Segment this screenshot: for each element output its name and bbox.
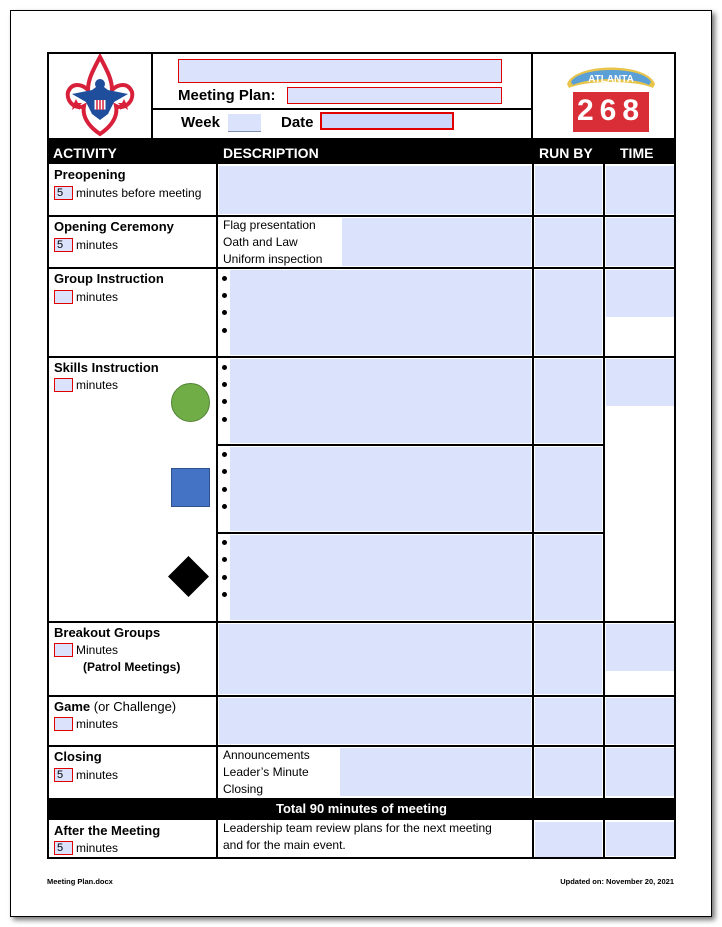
minutes-field[interactable] <box>54 717 73 731</box>
description-line: Uniform inspection <box>223 252 323 266</box>
minutes-field[interactable]: 5 <box>54 768 73 782</box>
minutes-field[interactable]: 5 <box>54 186 73 200</box>
bullet-icon <box>222 365 227 370</box>
minutes-label: minutes <box>76 717 119 731</box>
plan-title-field[interactable] <box>178 59 502 83</box>
troop-number: 268 <box>576 94 646 127</box>
bullet-icon <box>222 592 227 597</box>
minutes-field[interactable]: 5 <box>54 841 73 855</box>
bullet-icon <box>222 575 227 580</box>
skills-group-2-description-field[interactable] <box>230 447 531 531</box>
minutes-field[interactable] <box>54 378 73 392</box>
bullet-icon <box>222 452 227 457</box>
footer-updated: Updated on: November 20, 2021 <box>560 877 674 886</box>
bullet-icon <box>222 469 227 474</box>
description-field[interactable] <box>219 624 531 694</box>
skills-group-3-description-field[interactable] <box>230 535 531 620</box>
description-field[interactable] <box>230 270 531 355</box>
bullet-icon <box>222 399 227 404</box>
time-field[interactable] <box>606 270 674 317</box>
bullet-icon <box>222 328 227 333</box>
activity-title: Opening Ceremony <box>54 219 174 234</box>
bullet-icon <box>222 504 227 509</box>
run-by-field[interactable] <box>535 624 602 694</box>
activity-title: Closing <box>54 749 102 764</box>
meeting-plan-field[interactable] <box>287 87 502 104</box>
description-line: Closing <box>223 782 264 796</box>
run-by-field[interactable] <box>535 270 602 355</box>
bullet-icon <box>222 557 227 562</box>
col-description: DESCRIPTION <box>223 145 319 161</box>
footer-filename: Meeting Plan.docx <box>47 877 113 886</box>
time-field[interactable] <box>606 166 674 214</box>
activity-title: After the Meeting <box>54 823 161 838</box>
bullet-icon <box>222 276 227 281</box>
minutes-field[interactable] <box>54 290 73 304</box>
minutes-label: minutes <box>76 290 119 304</box>
minutes-label: Minutes <box>76 643 119 657</box>
minutes-field[interactable]: 5 <box>54 238 73 252</box>
meeting-plan-label: Meeting Plan: <box>178 87 276 104</box>
activity-title: Group Instruction <box>54 271 164 286</box>
skills-group-1-run-by-field[interactable] <box>535 359 602 443</box>
activity-title-suffix: (or Challenge) <box>90 699 177 714</box>
description-line: Announcements <box>223 748 310 762</box>
run-by-field[interactable] <box>535 822 602 857</box>
col-activity: ACTIVITY <box>53 145 117 161</box>
run-by-field[interactable] <box>535 698 602 744</box>
time-field[interactable] <box>606 822 674 856</box>
description-notes-field[interactable] <box>342 218 531 266</box>
description-line: Leader’s Minute <box>223 765 309 779</box>
activity-title: Preopening <box>54 167 126 182</box>
minutes-label: minutes <box>76 378 119 392</box>
activity-title: Game <box>54 699 91 714</box>
activity-title: Skills Instruction <box>54 360 159 375</box>
date-field[interactable] <box>320 112 454 130</box>
run-by-field[interactable] <box>535 748 602 796</box>
run-by-field[interactable] <box>535 218 602 266</box>
skills-group-2-run-by-field[interactable] <box>535 447 602 531</box>
description-field[interactable] <box>219 166 531 214</box>
bullet-icon <box>222 540 227 545</box>
time-field[interactable] <box>606 218 674 266</box>
green-circle-icon <box>171 383 210 422</box>
skills-group-3-run-by-field[interactable] <box>535 535 602 620</box>
bullet-icon <box>222 293 227 298</box>
time-field[interactable] <box>606 624 674 671</box>
minutes-label: minutes <box>76 768 119 782</box>
skills-group-1-description-field[interactable] <box>230 359 531 443</box>
col-time: TIME <box>620 145 654 161</box>
bullet-icon <box>222 417 227 422</box>
activity-title: Breakout Groups <box>54 625 161 640</box>
description-line: Oath and Law <box>223 235 298 249</box>
bullet-icon <box>222 487 227 492</box>
description-line: Flag presentation <box>223 218 316 232</box>
patrol-meetings-note: (Patrol Meetings) <box>83 660 181 674</box>
minutes-label: minutes <box>76 238 119 252</box>
minutes-label: minutes before meeting <box>76 186 202 200</box>
week-field[interactable] <box>228 114 261 132</box>
time-field[interactable] <box>606 698 674 744</box>
week-label: Week <box>181 114 220 131</box>
minutes-field[interactable] <box>54 643 73 657</box>
bsa-logo-icon <box>62 54 138 138</box>
run-by-field[interactable] <box>535 166 602 214</box>
time-field[interactable] <box>606 748 674 796</box>
date-label: Date <box>281 114 314 131</box>
col-run-by: RUN BY <box>539 145 593 161</box>
description-line: and for the main event. <box>223 838 346 852</box>
total-text: Total 90 minutes of meeting <box>276 801 447 816</box>
svg-text:ATLANTA: ATLANTA <box>588 74 634 85</box>
skills-time-field[interactable] <box>606 359 674 406</box>
description-field[interactable] <box>219 698 531 744</box>
blue-square-icon <box>171 468 210 507</box>
bullet-icon <box>222 382 227 387</box>
minutes-label: minutes <box>76 841 119 855</box>
description-notes-field[interactable] <box>340 748 531 796</box>
bullet-icon <box>222 310 227 315</box>
description-line: Leadership team review plans for the next meeting <box>223 821 492 835</box>
